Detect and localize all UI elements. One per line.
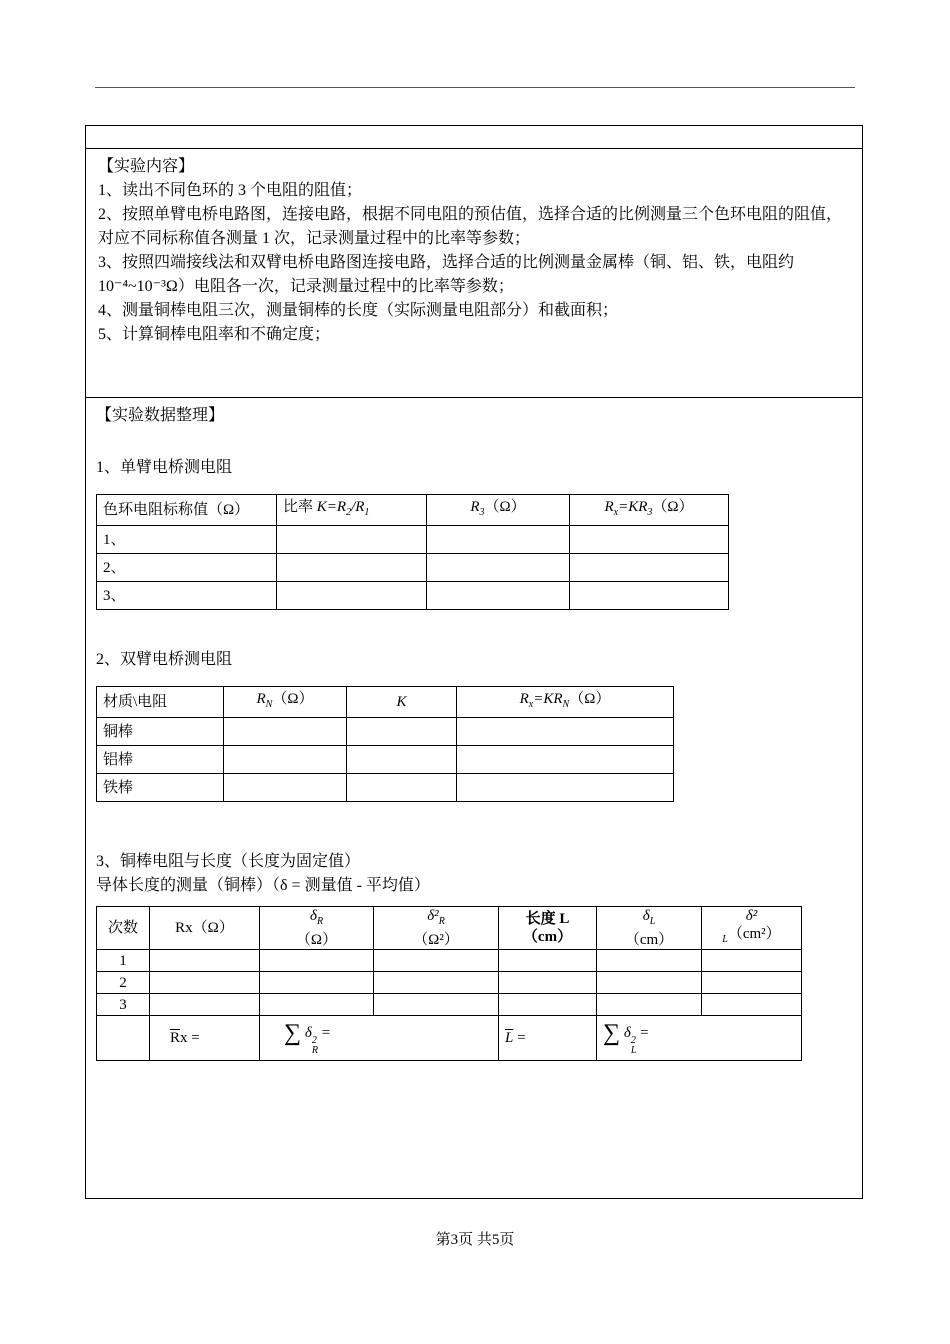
col-header-delta-l: $\delta_L$ （cm） — [597, 907, 702, 950]
row-label: 3、 — [97, 582, 277, 610]
empty-cell — [347, 774, 457, 802]
table-header-row — [97, 907, 802, 950]
table-row — [97, 554, 729, 582]
l-mean-cell: $\overline{L}$ = — [499, 1016, 597, 1061]
empty-cell — [499, 972, 597, 994]
trial-number: 1 — [97, 950, 150, 972]
experiment-item-2: 2、按照单臂电桥电路图，连接电路，根据不同电阻的预估值，选择合适的比例测量三个色环电阻的阻值，对应不同标称值各测量 1 次，记录测量过程中的比率等参数； — [98, 206, 843, 247]
document-content-box — [85, 125, 863, 1199]
empty-cell — [427, 582, 570, 610]
col-header-k: K — [347, 687, 457, 718]
copper-rod-label: 3、铜棒电阻与长度（长度为固定值） — [96, 853, 361, 870]
section-title-experiment-content: 【实验内容】 — [98, 158, 195, 175]
trial-number: 3 — [97, 994, 150, 1016]
empty-cell — [702, 950, 802, 972]
row-label-iron: 铁棒 — [97, 774, 224, 802]
empty-cell — [597, 972, 702, 994]
single-bridge-label: 1、单臂电桥测电阻 — [96, 459, 233, 476]
empty-cell — [224, 718, 347, 746]
empty-cell — [499, 950, 597, 972]
table-row — [97, 950, 802, 972]
row-label: 2、 — [97, 554, 277, 582]
table-row — [97, 774, 674, 802]
table-row — [97, 582, 729, 610]
sum-delta2-r-cell: ∑ δ 2 R = — [260, 1016, 499, 1061]
empty-cell — [150, 972, 260, 994]
empty-cell — [150, 994, 260, 1016]
empty-cell — [277, 526, 427, 554]
table-row — [97, 526, 729, 554]
empty-cell — [374, 994, 499, 1016]
empty-cell — [224, 746, 347, 774]
table-row — [97, 972, 802, 994]
table-row — [97, 746, 674, 774]
experiment-item-1: 1、读出不同色环的 3 个电阻的阻值； — [98, 182, 363, 199]
empty-cell — [702, 972, 802, 994]
sigma-symbol: ∑ — [603, 1019, 621, 1046]
data-organization-section — [86, 398, 862, 1061]
trial-number: 2 — [97, 972, 150, 994]
empty-cell — [374, 950, 499, 972]
empty-cell — [427, 526, 570, 554]
empty-cell — [374, 972, 499, 994]
double-bridge-label: 2、双臂电桥测电阻 — [96, 651, 233, 668]
section-title-data-organization: 【实验数据整理】 — [96, 407, 225, 424]
col-header-delta-r: $\delta_R$ （Ω） — [260, 907, 374, 950]
rn-formula: $R_N$ — [256, 691, 273, 710]
row-label: 1、 — [97, 526, 277, 554]
table-header-row — [97, 687, 674, 718]
empty-cell — [570, 526, 729, 554]
header-rule — [95, 87, 855, 88]
empty-cell — [499, 994, 597, 1016]
empty-cell — [97, 1016, 150, 1061]
empty-cell — [260, 972, 374, 994]
empty-cell — [457, 746, 674, 774]
experiment-item-4: 4、测量铜棒电阻三次，测量铜棒的长度（实际测量电阻部分）和截面积； — [98, 302, 619, 319]
empty-cell — [427, 554, 570, 582]
empty-header-strip — [86, 126, 862, 149]
sigma-symbol: ∑ — [284, 1019, 302, 1046]
empty-cell — [457, 774, 674, 802]
experiment-item-3: 3、按照四端接线法和双臂电桥电路图连接电路，选择合适的比例测量金属棒（铜、铝、铁，电阻约 10⁻⁴~10⁻³Ω）电阻各一次，记录测量过程中的比率等参数； — [98, 254, 795, 295]
page-number: 第3页 共5页 — [435, 1232, 515, 1248]
col-header-rx: $R_x=KR_N(\Omega)$ — [457, 687, 674, 718]
empty-cell — [260, 950, 374, 972]
col-header-delta2-r: $\delta^2_R$ （Ω²） — [374, 907, 499, 950]
ratio-formula: $K=R_2/R_1$ — [316, 499, 370, 518]
copper-rod-sublabel: 导体长度的测量（铜棒）（δ = 测量值 - 平均值） — [96, 877, 430, 894]
col-header-r3: $R_3(\Omega)$ — [427, 495, 570, 526]
col-header-nominal-value: 色环电阻标称值（Ω） — [97, 495, 277, 526]
col-header-delta2-l: δ² $_L$（cm²） — [702, 907, 802, 950]
rx-formula: $R_x=KR_3$ — [604, 499, 653, 518]
r3-formula: $R_3$ — [470, 499, 485, 518]
empty-cell — [570, 582, 729, 610]
empty-cell — [347, 718, 457, 746]
col-header-ratio-k — [277, 495, 427, 526]
row-label-aluminum: 铝棒 — [97, 746, 224, 774]
rx-formula: $R_x=KR_N$ — [519, 691, 570, 710]
col-header-length: 长度 L（cm） — [499, 907, 597, 950]
empty-cell — [224, 774, 347, 802]
col-header-rx: Rx（Ω） — [150, 907, 260, 950]
empty-cell — [277, 582, 427, 610]
double-bridge-table — [96, 686, 674, 802]
row-label-copper: 铜棒 — [97, 718, 224, 746]
empty-cell — [597, 950, 702, 972]
empty-cell — [702, 994, 802, 1016]
col-header-rn: $R_N(\Omega)$ — [224, 687, 347, 718]
rx-mean-cell: $\overline{R}x$ = — [150, 1016, 260, 1061]
copper-rod-table — [96, 906, 802, 1061]
col-header-trial: 次数 — [97, 907, 150, 950]
table-header-row — [97, 495, 729, 526]
col-header-rx: $R_x=KR_3(\Omega)$ — [570, 495, 729, 526]
sum-delta2-l-cell: ∑ δ 2 L = — [597, 1016, 802, 1061]
empty-cell — [277, 554, 427, 582]
empty-cell — [570, 554, 729, 582]
summary-row — [97, 1016, 802, 1061]
single-bridge-table — [96, 494, 729, 610]
empty-cell — [457, 718, 674, 746]
col-header-material: 材质\电阻 — [97, 687, 224, 718]
table-row — [97, 994, 802, 1016]
experiment-item-5: 5、计算铜棒电阻率和不确定度； — [98, 326, 331, 343]
ratio-label: 比率 — [283, 499, 317, 515]
empty-cell — [597, 994, 702, 1016]
experiment-content-section — [86, 149, 862, 398]
empty-cell — [260, 994, 374, 1016]
table-row — [97, 718, 674, 746]
empty-cell — [347, 746, 457, 774]
empty-cell — [150, 950, 260, 972]
